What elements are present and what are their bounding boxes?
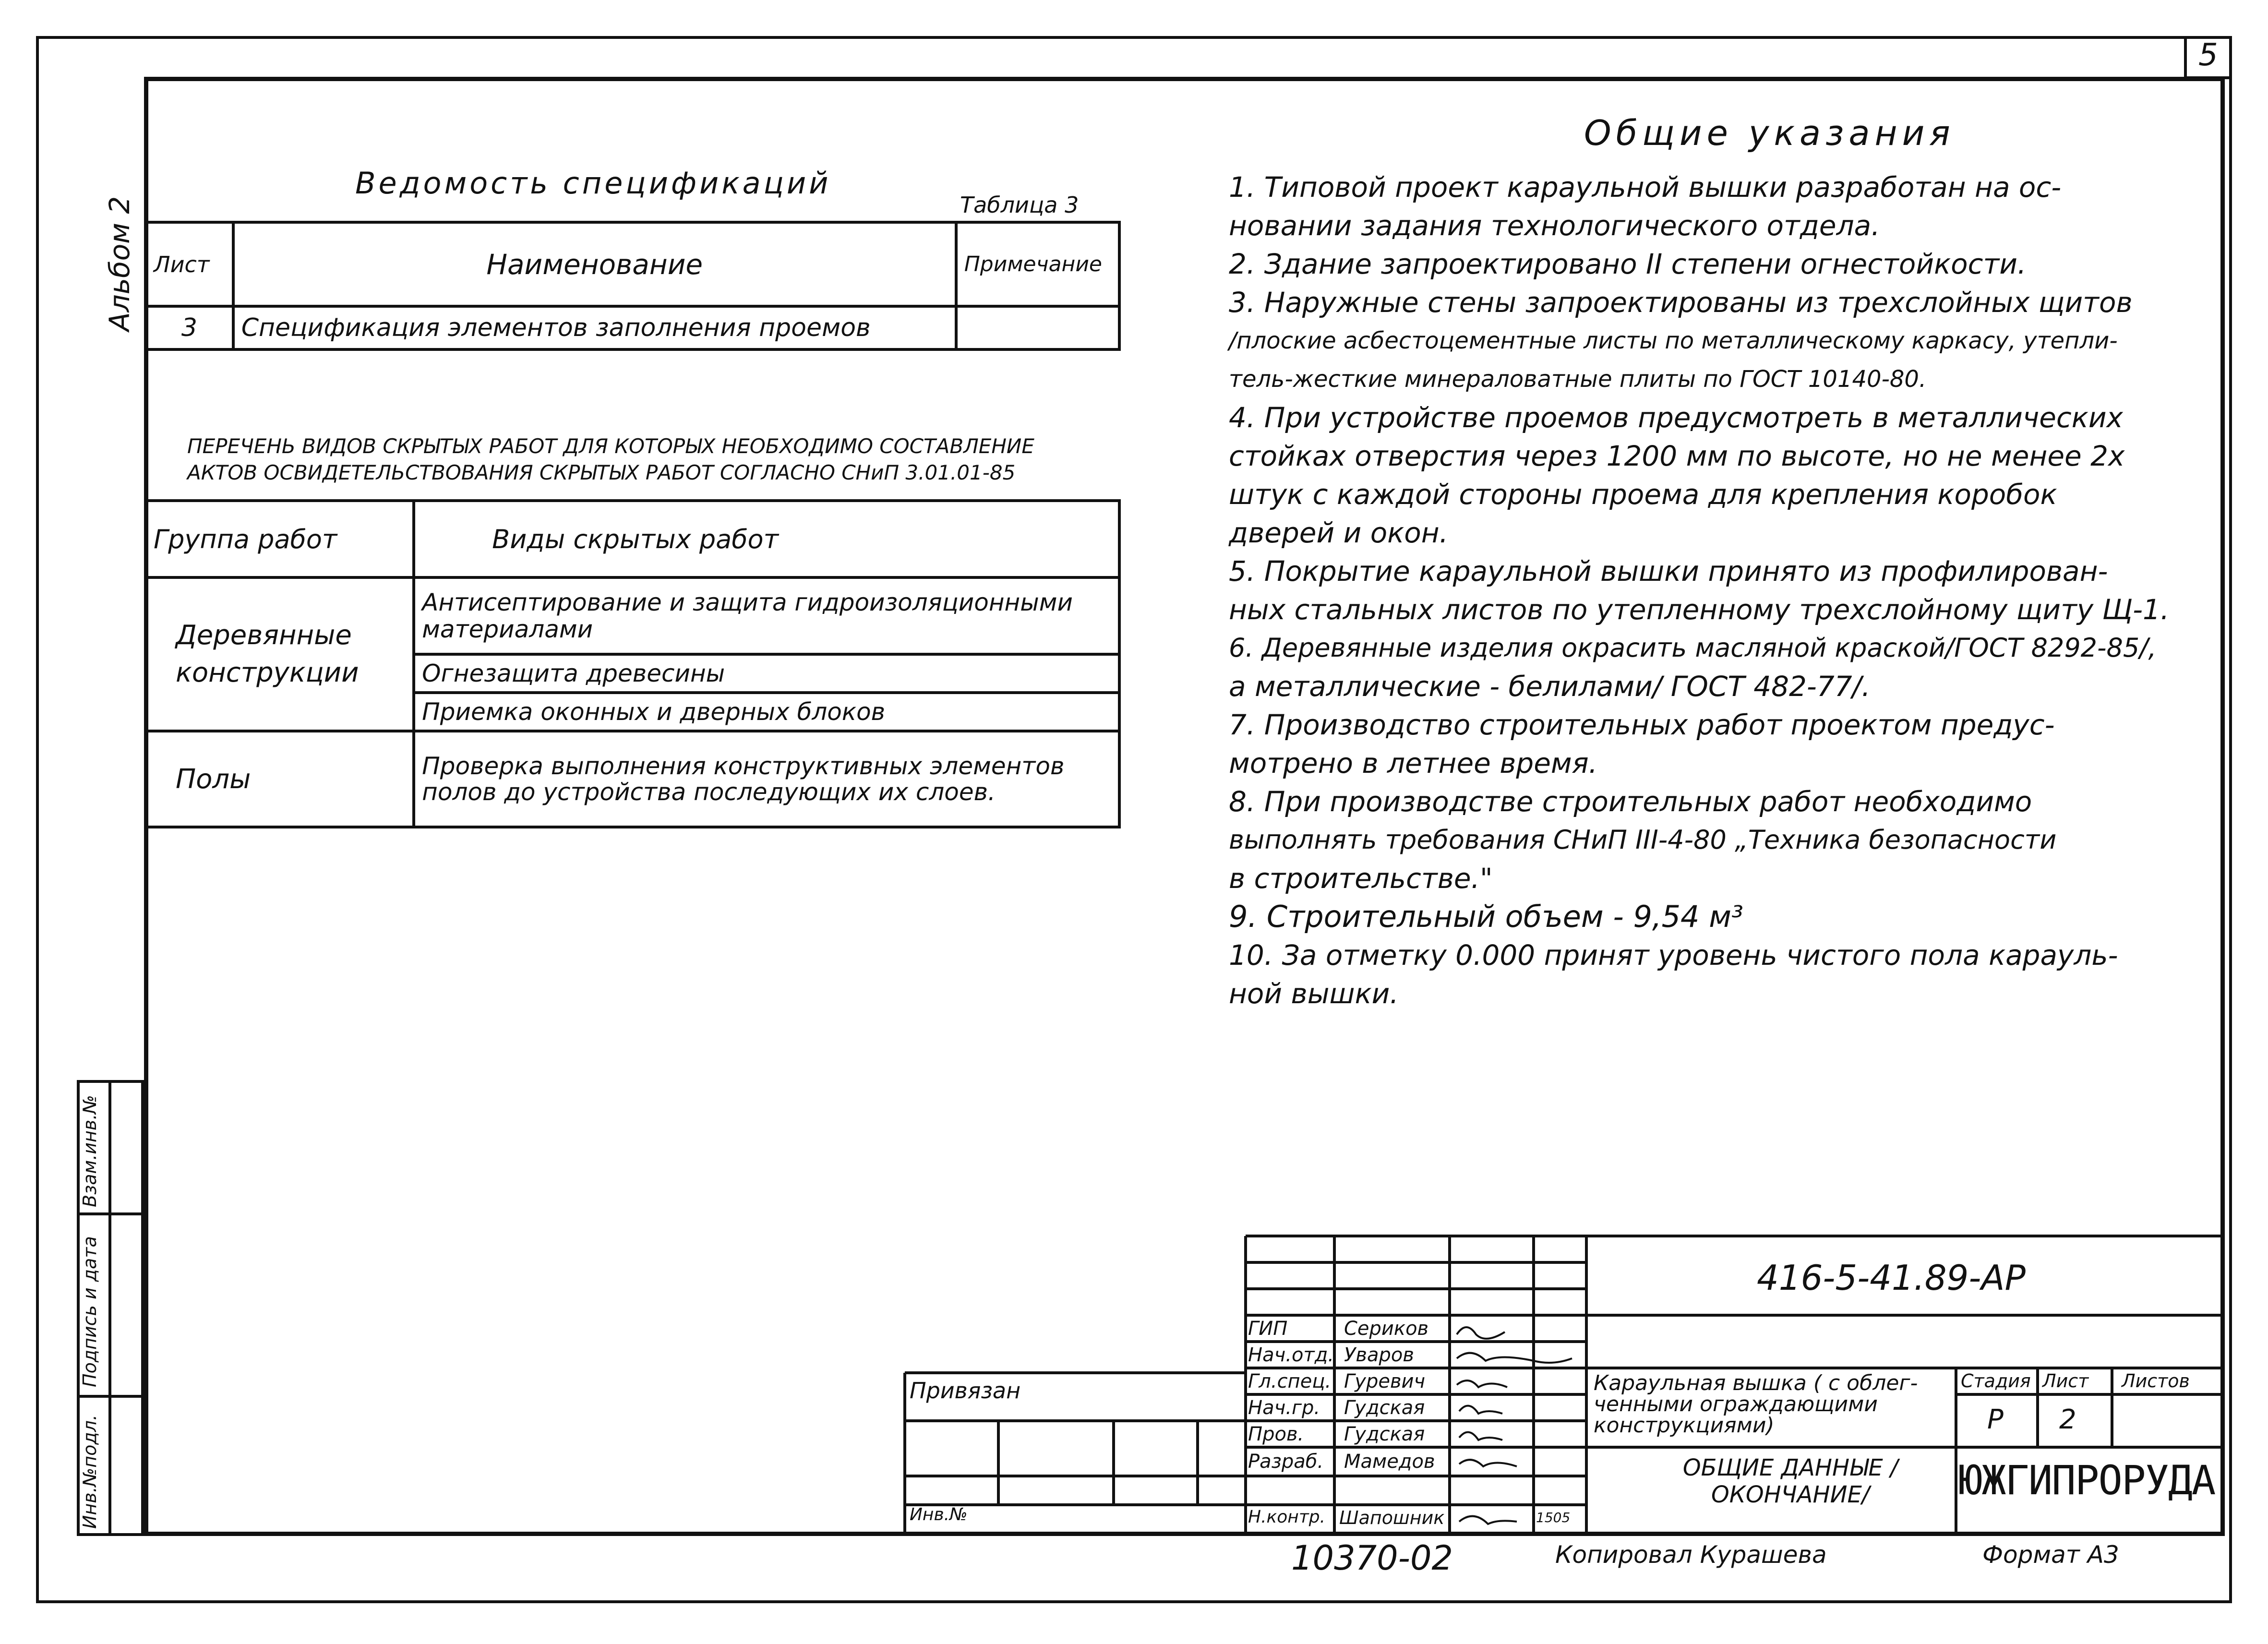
spec-header-name: Наименование: [233, 222, 956, 306]
hw-group-floors: Полы: [145, 731, 414, 827]
hw-header-types: Виды скрытых работ: [414, 501, 1119, 577]
spec-header-note: Примечание: [956, 222, 1119, 306]
name-gip: Сериков: [1344, 1318, 1429, 1340]
stage-header: Стадия: [1961, 1370, 2031, 1392]
date-code: 1505: [1536, 1510, 1571, 1525]
note-line: 7. Производство строительных работ проектом предус-: [1229, 708, 2055, 741]
format-label: Формат А3: [1982, 1541, 2119, 1569]
sheet-title: ОБЩИЕ ДАННЫЕ / ОКОНЧАНИЕ/: [1682, 1454, 1898, 1508]
note-line: 6. Деревянные изделия окрасить масляной краской/ГОСТ 8292-85/,: [1229, 633, 2157, 663]
role-n-kontr: Н.контр.: [1248, 1507, 1326, 1527]
sheet-header: Лист: [2042, 1370, 2089, 1392]
album-label: Альбом 2: [103, 196, 136, 331]
name-prov: Гудская: [1344, 1423, 1425, 1445]
doc-code: 416-5-41.89-АР: [1757, 1258, 2026, 1298]
hw-wood-work-1: Антисептирование и защита гидроизоляционными материалами: [414, 577, 1119, 654]
inventory-number: 10370-02: [1291, 1538, 1453, 1578]
role-gl-spec: Гл.спец.: [1248, 1370, 1332, 1392]
note-line: штук с каждой стороны проема для крепления коробок: [1229, 478, 2057, 511]
spec-row-name: Спецификация элементов заполнения проемов: [233, 306, 956, 349]
sheets-header: Листов: [2122, 1370, 2190, 1392]
note-line: а металлические - белилами/ ГОСТ 482-77/.: [1229, 670, 1871, 703]
note-line: 5. Покрытие караульной вышки принято из профилирован-: [1229, 555, 2108, 588]
name-gl-spec: Гуревич: [1344, 1370, 1426, 1392]
hw-header-group: Группа работ: [145, 501, 414, 577]
hw-floors-work-1: Проверка выполнения конструктивных элементов полов до устройства последующих их слоев.: [414, 731, 1119, 827]
spec-table-title: Ведомость спецификаций: [355, 166, 831, 201]
role-prov: Пров.: [1248, 1423, 1304, 1445]
signature-1: [1457, 1327, 1505, 1339]
hw-wood-work-3: Приемка оконных и дверных блоков: [414, 693, 1119, 731]
org-name: ЮЖГИПРОРУДА: [1958, 1457, 2215, 1504]
spec-row-sheet: 3: [145, 306, 233, 349]
role-nach-otd: Нач.отд.: [1248, 1344, 1334, 1366]
note-line: стойках отверстия через 1200 мм по высоте, но не менее 2х: [1229, 440, 2125, 472]
note-line: 1. Типовой проект караульной вышки разработан на ос-: [1229, 171, 2062, 204]
note-line: 2. Здание запроектировано II степени огнестойкости.: [1229, 248, 2027, 280]
note-line: /плоские асбестоцементные листы по металлическому каркасу, утепли-: [1229, 327, 2118, 354]
hw-group-wood: Деревянные конструкции: [145, 577, 414, 731]
hidden-works-title-1: ПЕРЕЧЕНЬ ВИДОВ СКРЫТЫХ РАБОТ ДЛЯ КОТОРЫХ НЕОБХОДИМО СОСТАВЛЕНИЕ: [187, 434, 1034, 458]
signature-4: [1459, 1406, 1502, 1414]
spec-header-sheet: Лист: [145, 222, 233, 306]
side-sign-date: Подпись и дата: [79, 1236, 100, 1387]
privyazan-label: Привязан: [910, 1378, 1021, 1404]
signature-5: [1459, 1432, 1502, 1440]
note-line: новании задания технологического отдела.: [1229, 209, 1880, 242]
note-line: ных стальных листов по утепленному трехслойному щиту Щ-1.: [1229, 593, 2170, 626]
side-vzam-inv: Взам.инв.№: [79, 1095, 100, 1207]
note-line: 9. Строительный объем - 9,54 м³: [1229, 899, 1743, 934]
note-line: 10. За отметку 0.000 принят уровень чистого пола карауль-: [1229, 939, 2118, 972]
stage-value: Р: [1987, 1404, 2004, 1435]
role-gip: ГИП: [1248, 1318, 1288, 1340]
signature-7: [1459, 1516, 1517, 1524]
signature-6: [1459, 1460, 1517, 1466]
sheet-number: 5: [2198, 37, 2218, 73]
name-razrab: Мамедов: [1344, 1451, 1435, 1473]
hw-wood-work-2: Огнезащита древесины: [414, 654, 1119, 693]
role-razrab: Разраб.: [1248, 1451, 1324, 1473]
role-nach-gr: Нач.гр.: [1248, 1397, 1320, 1419]
inv-no-label: Инв.№: [910, 1505, 968, 1524]
copied-by: Копировал Курашева: [1555, 1541, 1827, 1569]
hidden-works-title-2: АКТОВ ОСВИДЕТЕЛЬСТВОВАНИЯ СКРЫТЫХ РАБОТ СОГЛАСНО СНиП 3.01.01-85: [187, 461, 1016, 484]
name-nach-otd: Уваров: [1344, 1344, 1414, 1366]
note-line: в строительстве.": [1229, 862, 1493, 895]
name-nach-gr: Гудская: [1344, 1397, 1425, 1419]
note-line: дверей и окон.: [1229, 516, 1449, 549]
general-notes-title: Общие указания: [1584, 113, 1955, 153]
note-line: мотрено в летнее время.: [1229, 747, 1598, 780]
note-line: 4. При устройстве проемов предусмотреть в металлических: [1229, 401, 2123, 434]
side-inv-podl: Инв.№подл.: [79, 1414, 100, 1529]
signature-2: [1457, 1353, 1572, 1363]
note-line: выполнять требования СНиП III-4-80 „Техника безопасности: [1229, 825, 2057, 855]
sheet-value: 2: [2059, 1404, 2076, 1435]
object-name: Караульная вышка ( с облег- ченными ограждающими конструкциями): [1594, 1371, 1918, 1438]
note-line: 3. Наружные стены запроектированы из трехслойных щитов: [1229, 286, 2133, 319]
spec-table-label: Таблица 3: [960, 192, 1079, 218]
note-line: тель-жесткие минераловатные плиты по ГОСТ 10140-80.: [1229, 366, 1927, 393]
note-line: ной вышки.: [1229, 977, 1399, 1010]
name-n-kontr: Шапошник: [1339, 1507, 1445, 1528]
note-line: 8. При производстве строительных работ необходимо: [1229, 785, 2032, 818]
signature-3: [1457, 1380, 1507, 1387]
